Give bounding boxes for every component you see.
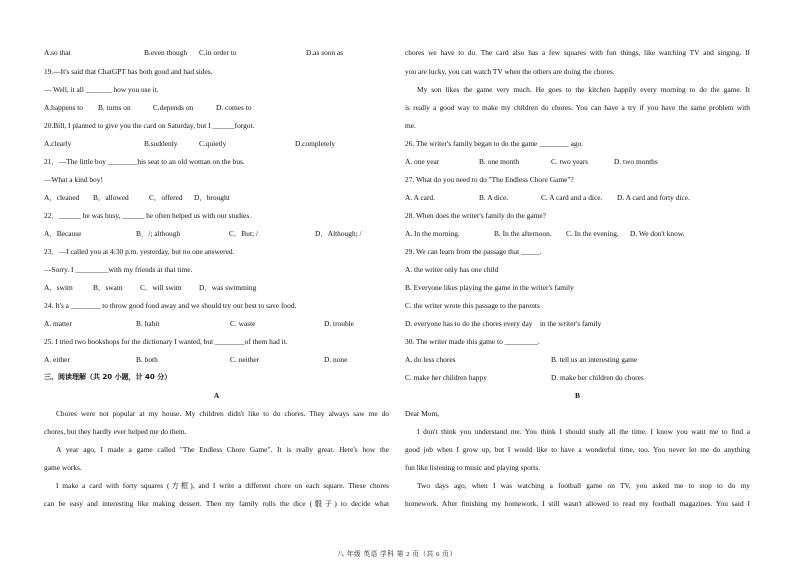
- question-20: 20.Bill, I planned to give you the card on Saturday, but I ______forgot.: [44, 121, 255, 130]
- passage-b-line: homework. After finishing my homework, I still wasn't allowed to read my football magazines. You said I: [405, 499, 750, 508]
- option-a: A. In the morning.: [405, 229, 460, 238]
- option-b: B. Everyone likes playing the game in the writer's family: [405, 283, 574, 292]
- option-d: D. comes to: [216, 103, 252, 112]
- option-b: B. both: [136, 355, 158, 364]
- passage-a-label: A: [213, 391, 220, 400]
- question-19: 19.—It's said that ChatGPT has both good and bad sides.: [44, 67, 213, 76]
- option-a: A. A card.: [405, 193, 435, 202]
- option-b: B．allowed: [93, 193, 129, 202]
- option-d: D. everyone has to do the chores every day in the writer's family: [405, 319, 602, 328]
- question-30: 30. The writer made this game to _________.: [405, 337, 540, 346]
- option-d: D. A card and forty dice.: [617, 193, 690, 202]
- option-c: C.quietly: [199, 139, 227, 148]
- option-d: D．was swimming: [199, 283, 257, 292]
- option-a: A.happens to: [44, 103, 83, 112]
- passage-b-label: B: [575, 391, 580, 400]
- option-c: C.depends on: [153, 103, 194, 112]
- passage-a-line: chores, but they hardly ever helped me do them.: [44, 427, 187, 436]
- option-a: A. one year: [405, 157, 440, 166]
- option-b: B.suddenly: [144, 139, 178, 148]
- option-a: A. matter: [44, 319, 72, 328]
- option-d: D. none: [324, 355, 348, 364]
- option-d: D. We don't know.: [630, 229, 685, 238]
- option-b: B. A dice.: [479, 193, 509, 202]
- option-c: C.in order to: [199, 48, 237, 57]
- question-21-reply: —What a kind boy!: [44, 175, 103, 184]
- question-28: 28. When does the writer's family do the game?: [405, 211, 546, 220]
- question-29: 29. We can learn from the passage that _____.: [405, 247, 542, 256]
- option-a: A. do less chores: [405, 355, 456, 364]
- passage-a-line: I make a card with forty squares (方框), and I write a different chore on each square. These chores: [56, 481, 389, 490]
- option-c: C．will swim: [140, 283, 182, 292]
- option-b: B. turns on: [98, 103, 131, 112]
- question-26: 26. The writer's family began to do the game ________ ago.: [405, 139, 584, 148]
- page-footer: 八 年级 英语 学科 第 2 页（共 6 页）: [337, 551, 457, 558]
- option-a: A.so that: [44, 48, 71, 57]
- option-c: C．But; /: [229, 229, 258, 238]
- passage-a-line: can be easy and interesting like making dessert. Then my family rolls the dice (骰子) to decide what: [44, 499, 389, 508]
- option-c: C．offered: [149, 193, 183, 202]
- passage-a-line: you are lucky, you can watch TV when the others are doing the chores.: [405, 67, 615, 76]
- question-22: 22．______ he was busy, ______ he often helped us with our studies.: [44, 211, 252, 220]
- option-b: B.even though: [144, 48, 188, 57]
- option-c: C. waste: [230, 319, 256, 328]
- passage-b-line: fun like listening to music and playing sports.: [405, 463, 541, 472]
- passage-a-line: Chores were not popular at my house. My children didn't like to do chores. They always saw me do: [56, 409, 389, 418]
- option-c: C. In the evening.: [566, 229, 619, 238]
- option-d: D．brought: [194, 193, 230, 202]
- passage-a-line: A year ago, I made a game called "The Endless Chore Game". It is really great. Here's how the: [56, 445, 389, 454]
- question-23-reply: —Sorry. I _________with my friends at that time.: [44, 265, 193, 274]
- passage-b-line: Two days ago, when I was watching a football game on TV, you asked me to stop to do my: [417, 481, 750, 490]
- letter-salutation: Dear Mom,: [405, 409, 440, 418]
- passage-b-line: I don't think you understand me. You think I should study all the time. I know you want me to find a: [417, 427, 750, 436]
- option-a: A. either: [44, 355, 70, 364]
- option-c: C. A card and a dice.: [541, 193, 603, 202]
- option-a: A．swim: [44, 283, 73, 292]
- option-c: C. the writer wrote this passage to the parents: [405, 301, 540, 310]
- question-25: 25. I tried two bookshops for the dictionary I wanted, but ________of them had it.: [44, 337, 288, 346]
- option-c: C. neither: [230, 355, 260, 364]
- option-b: B．swam: [93, 283, 123, 292]
- option-a: A．cleaned: [44, 193, 80, 202]
- option-d: D.completely: [295, 139, 336, 148]
- section-title: 三、阅读理解（共 20 小题，计 40 分）: [44, 373, 172, 381]
- question-27: 27. What do you need to do "The Endless Chore Game"?: [405, 175, 574, 184]
- option-b: B. In the afternoon.: [494, 229, 552, 238]
- option-d: D. trouble: [324, 319, 354, 328]
- option-d: D.as soon as: [306, 48, 344, 57]
- option-b: B. one month: [479, 157, 520, 166]
- option-b: B. habit: [136, 319, 160, 328]
- question-24: 24. It's a ________ to throw good food away and we should try our best to save food.: [44, 301, 297, 310]
- option-d: D．Although; /: [315, 229, 362, 238]
- option-a: A. the writer only has one child: [405, 265, 499, 274]
- question-19-reply: — Well, it all _______ how you use it.: [44, 85, 159, 94]
- option-b: B．/; although: [136, 229, 181, 238]
- passage-a-line: is really a good way to make my children do chores. You can have a try if you have the same problem with: [405, 103, 750, 112]
- passage-a-line: My son likes the game very much. He goes to the kitchen happily every morning to do the game. It: [417, 85, 750, 94]
- passage-b-line: good job when I grow up, but I would like to have a wonderful time, too. You never let me do anything: [405, 445, 750, 454]
- option-a: A.clearly: [44, 139, 72, 148]
- option-c: C. two years: [551, 157, 589, 166]
- option-b: B. tell us an interesting game: [551, 355, 638, 364]
- passage-a-line: game works.: [44, 463, 82, 472]
- option-c: C. make her children happy: [405, 373, 487, 382]
- option-d: D. two months: [614, 157, 658, 166]
- passage-a-line: chores we have to do. The card also has a few squares with fun things, like watching TV and singing. If: [405, 48, 750, 57]
- option-a: A．Because: [44, 229, 82, 238]
- question-21: 21．—The little boy ________his seat to an old woman on the bus.: [44, 157, 245, 166]
- question-23: 23．—I called you at 4:30 p.m. yesterday, but no one answered.: [44, 247, 235, 256]
- passage-a-line: me.: [405, 121, 416, 130]
- option-d: D. make her children do chores: [551, 373, 644, 382]
